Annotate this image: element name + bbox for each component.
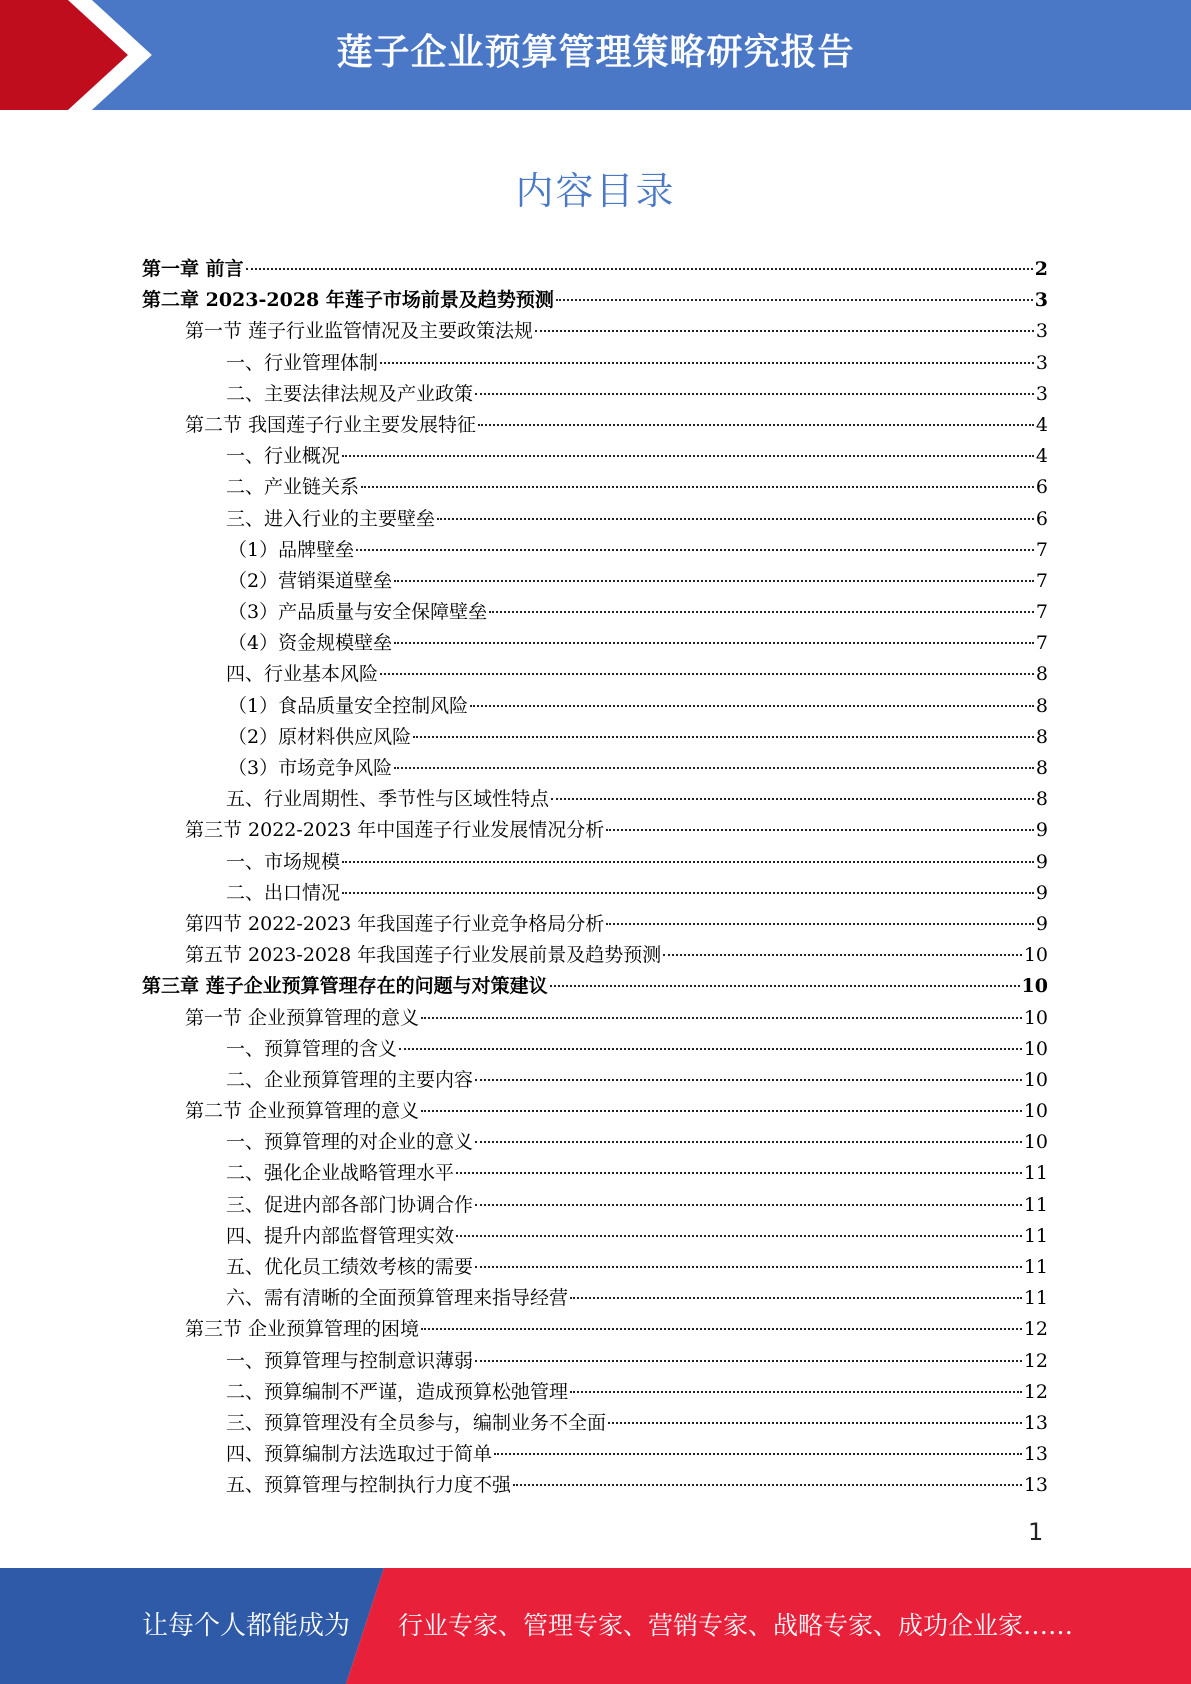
toc-entry-page: 10	[1023, 1068, 1048, 1091]
toc-dot-leader	[513, 1484, 1022, 1486]
toc-entry-label: 二、强化企业战略管理水平	[226, 1162, 455, 1185]
toc-entry[interactable]	[142, 971, 1048, 1002]
toc-entry-label: 四、预算编制方法选取过于简单	[226, 1443, 493, 1466]
toc-dot-leader	[342, 861, 1034, 863]
toc-entry[interactable]	[142, 410, 1048, 441]
toc-entry[interactable]	[142, 1283, 1048, 1314]
toc-entry-label: 第一节 企业预算管理的意义	[185, 1006, 420, 1029]
toc-entry-page: 3	[1034, 289, 1048, 312]
toc-dot-leader	[246, 268, 1033, 270]
toc-entry-page: 3	[1035, 320, 1048, 343]
toc-entry-page: 2	[1034, 258, 1048, 280]
toc-entry[interactable]	[142, 1190, 1048, 1221]
toc-entry-label: 二、产业链关系	[226, 476, 360, 499]
toc-entry-label: （4）资金规模壁垒	[228, 632, 393, 655]
toc-dot-leader	[475, 1141, 1022, 1143]
toc-dot-leader	[356, 549, 1034, 551]
toc-entry-page: 10	[1023, 1100, 1048, 1123]
toc-entry-page: 11	[1023, 1256, 1048, 1278]
toc-entry-label: 二、出口情况	[226, 881, 341, 904]
toc-entry-label: （3）产品质量与安全保障壁垒	[228, 601, 488, 624]
toc-entry-page: 13	[1023, 1474, 1048, 1497]
toc-entry-label: 四、行业基本风险	[226, 663, 379, 686]
toc-dot-leader	[394, 580, 1034, 582]
toc-entry-page: 8	[1035, 757, 1048, 779]
toc-dot-leader	[413, 736, 1034, 738]
toc-entry[interactable]	[142, 348, 1048, 379]
toc-entry-page: 3	[1035, 382, 1048, 405]
toc-entry-page: 13	[1023, 1411, 1048, 1434]
toc-entry[interactable]	[142, 1221, 1048, 1252]
toc-entry-label: 五、预算管理与控制执行力度不强	[226, 1474, 512, 1497]
toc-entry-label: 第三章 莲子企业预算管理存在的问题与对策建议	[142, 975, 548, 998]
toc-entry-label: 三、进入行业的主要壁垒	[226, 507, 436, 530]
toc-entry[interactable]	[142, 379, 1048, 410]
toc-entry[interactable]	[142, 628, 1048, 659]
toc-entry-page: 8	[1035, 663, 1048, 686]
toc-entry-label: 一、预算管理的含义	[226, 1037, 398, 1060]
toc-dot-leader	[475, 1079, 1022, 1081]
toc-dot-leader	[475, 1266, 1022, 1268]
toc-entry-label: 第三节 企业预算管理的困境	[185, 1318, 420, 1341]
page-footer	[0, 1568, 1191, 1684]
toc-entry-page: 7	[1035, 538, 1048, 561]
toc-entry-label: 一、预算管理的对企业的意义	[226, 1131, 474, 1154]
toc-dot-leader	[475, 1204, 1022, 1206]
toc-dot-leader	[478, 424, 1034, 426]
toc-entry-page: 4	[1035, 413, 1048, 436]
toc-dot-leader	[421, 1017, 1022, 1019]
toc-dot-leader	[394, 642, 1034, 644]
toc-entry-label: 二、预算编制不严谨，造成预算松弛管理	[226, 1380, 569, 1403]
toc-entry[interactable]	[142, 1003, 1048, 1034]
toc-entry-label: 一、预算管理与控制意识薄弱	[226, 1349, 474, 1372]
toc-entry-page: 13	[1023, 1443, 1048, 1466]
toc-entry-label: 第一章 前言	[142, 258, 244, 280]
toc-entry-page: 10	[1021, 975, 1048, 998]
toc-entry-label: 四、提升内部监督管理实效	[226, 1224, 455, 1247]
toc-entry[interactable]	[142, 1158, 1048, 1189]
toc-entry-page: 11	[1023, 1162, 1048, 1185]
toc-dot-leader	[489, 611, 1034, 613]
toc-dot-leader	[421, 1328, 1022, 1330]
toc-entry[interactable]	[142, 535, 1048, 566]
toc-entry-label: （1）食品质量安全控制风险	[228, 694, 469, 717]
toc-entry-page: 7	[1035, 569, 1048, 592]
toc-entry-page: 10	[1023, 1006, 1048, 1029]
toc-entry-page: 11	[1023, 1224, 1048, 1247]
toc-dot-leader	[456, 1172, 1022, 1174]
toc-entry[interactable]	[142, 254, 1048, 285]
toc-dot-leader	[342, 455, 1034, 457]
toc-dot-leader	[494, 1453, 1022, 1455]
toc-heading: 内容目录	[515, 169, 676, 213]
toc-dot-leader	[475, 1360, 1022, 1362]
toc-dot-leader	[399, 1048, 1022, 1050]
toc-entry[interactable]	[142, 1065, 1048, 1096]
toc-entry-page: 9	[1035, 912, 1048, 935]
toc-entry-page: 7	[1035, 601, 1048, 624]
toc-entry[interactable]	[142, 1408, 1048, 1439]
toc-entry[interactable]	[142, 1127, 1048, 1158]
toc-entry[interactable]	[142, 1439, 1048, 1470]
toc-entry[interactable]	[142, 753, 1048, 784]
toc-entry-page: 10	[1023, 1131, 1048, 1154]
toc-entry-page: 9	[1035, 819, 1048, 842]
toc-entry-label: 第一节 莲子行业监管情况及主要政策法规	[185, 320, 534, 343]
table-of-contents	[142, 254, 1048, 1502]
toc-entry-page: 4	[1035, 445, 1048, 468]
toc-entry[interactable]	[142, 659, 1048, 690]
toc-dot-leader	[663, 954, 1022, 956]
toc-entry-label: 第三节 2022-2023 年中国莲子行业发展情况分析	[185, 819, 605, 842]
toc-entry-label: 第二节 我国莲子行业主要发展特征	[185, 413, 477, 436]
toc-dot-leader	[606, 923, 1034, 925]
toc-entry[interactable]	[142, 784, 1048, 815]
toc-entry[interactable]	[142, 815, 1048, 846]
toc-entry[interactable]	[142, 909, 1048, 940]
toc-entry[interactable]	[142, 878, 1048, 909]
toc-entry[interactable]	[142, 316, 1048, 347]
toc-dot-leader	[361, 486, 1034, 488]
toc-entry-label: （3）市场竞争风险	[228, 757, 393, 779]
toc-entry[interactable]	[142, 504, 1048, 535]
toc-entry-label: 第四节 2022-2023 年我国莲子行业竞争格局分析	[185, 912, 605, 935]
toc-entry-label: 三、促进内部各部门协调合作	[226, 1193, 474, 1216]
toc-entry-label: 五、行业周期性、季节性与区域性特点	[226, 788, 550, 811]
toc-entry-label: （2）原材料供应风险	[228, 725, 412, 748]
toc-entry[interactable]	[142, 940, 1048, 971]
toc-dot-leader	[570, 1391, 1022, 1393]
toc-dot-leader	[394, 767, 1034, 769]
toc-entry[interactable]	[142, 1034, 1048, 1065]
toc-entry-page: 12	[1023, 1380, 1048, 1403]
toc-entry-label: 第二节 企业预算管理的意义	[185, 1100, 420, 1123]
toc-dot-leader	[608, 1422, 1022, 1424]
toc-dot-leader	[380, 362, 1034, 364]
toc-entry-label: 一、行业概况	[226, 445, 341, 468]
footer-slogan-left: 让每个人都能成为	[142, 1611, 351, 1641]
toc-entry-label: 五、优化员工绩效考核的需要	[226, 1256, 474, 1278]
toc-entry-label: 六、需有清晰的全面预算管理来指导经营	[226, 1287, 569, 1310]
page-number: 1	[1028, 1518, 1044, 1546]
toc-entry[interactable]	[142, 722, 1048, 753]
toc-entry-label: 三、预算管理没有全员参与，编制业务不全面	[226, 1411, 607, 1434]
toc-entry[interactable]	[142, 441, 1048, 472]
toc-dot-leader	[551, 798, 1034, 800]
toc-dot-leader	[421, 1110, 1022, 1112]
toc-entry-page: 12	[1023, 1349, 1048, 1372]
toc-entry[interactable]	[142, 472, 1048, 503]
toc-dot-leader	[535, 330, 1034, 332]
toc-entry-label: 二、企业预算管理的主要内容	[226, 1068, 474, 1091]
footer-slogan-right: 行业专家、管理专家、营销专家、战略专家、成功企业家……	[398, 1611, 1074, 1640]
toc-entry-page: 11	[1023, 1287, 1048, 1310]
toc-entry[interactable]	[142, 1377, 1048, 1408]
toc-entry-label: 一、行业管理体制	[226, 351, 379, 374]
toc-entry-label: （1）品牌壁垒	[228, 538, 355, 561]
toc-dot-leader	[606, 829, 1034, 831]
toc-entry[interactable]	[142, 1096, 1048, 1127]
toc-dot-leader	[456, 1235, 1022, 1237]
toc-entry[interactable]	[142, 566, 1048, 597]
toc-entry-page: 10	[1023, 1037, 1048, 1060]
toc-entry-page: 11	[1023, 1193, 1048, 1216]
toc-entry-page: 8	[1035, 725, 1048, 748]
toc-entry-label: 第五节 2023-2028 年我国莲子行业发展前景及趋势预测	[185, 944, 662, 967]
toc-entry-page: 9	[1035, 881, 1048, 904]
toc-entry-page: 12	[1023, 1318, 1048, 1341]
toc-dot-leader	[570, 1297, 1022, 1299]
toc-entry-label: 第二章 2023-2028 年莲子市场前景及趋势预测	[142, 289, 554, 312]
toc-entry-page: 10	[1023, 944, 1048, 967]
toc-dot-leader	[475, 393, 1034, 395]
page-header	[0, 0, 1191, 110]
toc-dot-leader	[342, 892, 1034, 894]
toc-entry[interactable]	[142, 1252, 1048, 1283]
toc-entry[interactable]	[142, 597, 1048, 628]
toc-dot-leader	[550, 985, 1020, 987]
toc-dot-leader	[380, 673, 1034, 675]
toc-entry-page: 3	[1035, 351, 1048, 374]
toc-entry-page: 9	[1035, 850, 1048, 873]
toc-entry[interactable]	[142, 1346, 1048, 1377]
toc-entry[interactable]	[142, 847, 1048, 878]
toc-entry-label: 二、主要法律法规及产业政策	[226, 382, 474, 405]
toc-entry[interactable]	[142, 285, 1048, 316]
toc-entry-page: 7	[1035, 632, 1048, 655]
toc-entry-page: 6	[1035, 476, 1048, 499]
toc-dot-leader	[470, 705, 1034, 707]
toc-entry-page: 8	[1035, 694, 1048, 717]
toc-entry-label: 一、市场规模	[226, 850, 341, 873]
toc-entry-page: 8	[1035, 788, 1048, 811]
toc-entry[interactable]	[142, 691, 1048, 722]
toc-entry[interactable]	[142, 1470, 1048, 1501]
toc-entry[interactable]	[142, 1314, 1048, 1345]
toc-dot-leader	[437, 518, 1034, 520]
toc-entry-page: 6	[1035, 507, 1048, 530]
report-title: 莲子企业预算管理策略研究报告	[336, 32, 855, 73]
toc-entry-label: （2）营销渠道壁垒	[228, 569, 393, 592]
toc-dot-leader	[556, 299, 1033, 301]
